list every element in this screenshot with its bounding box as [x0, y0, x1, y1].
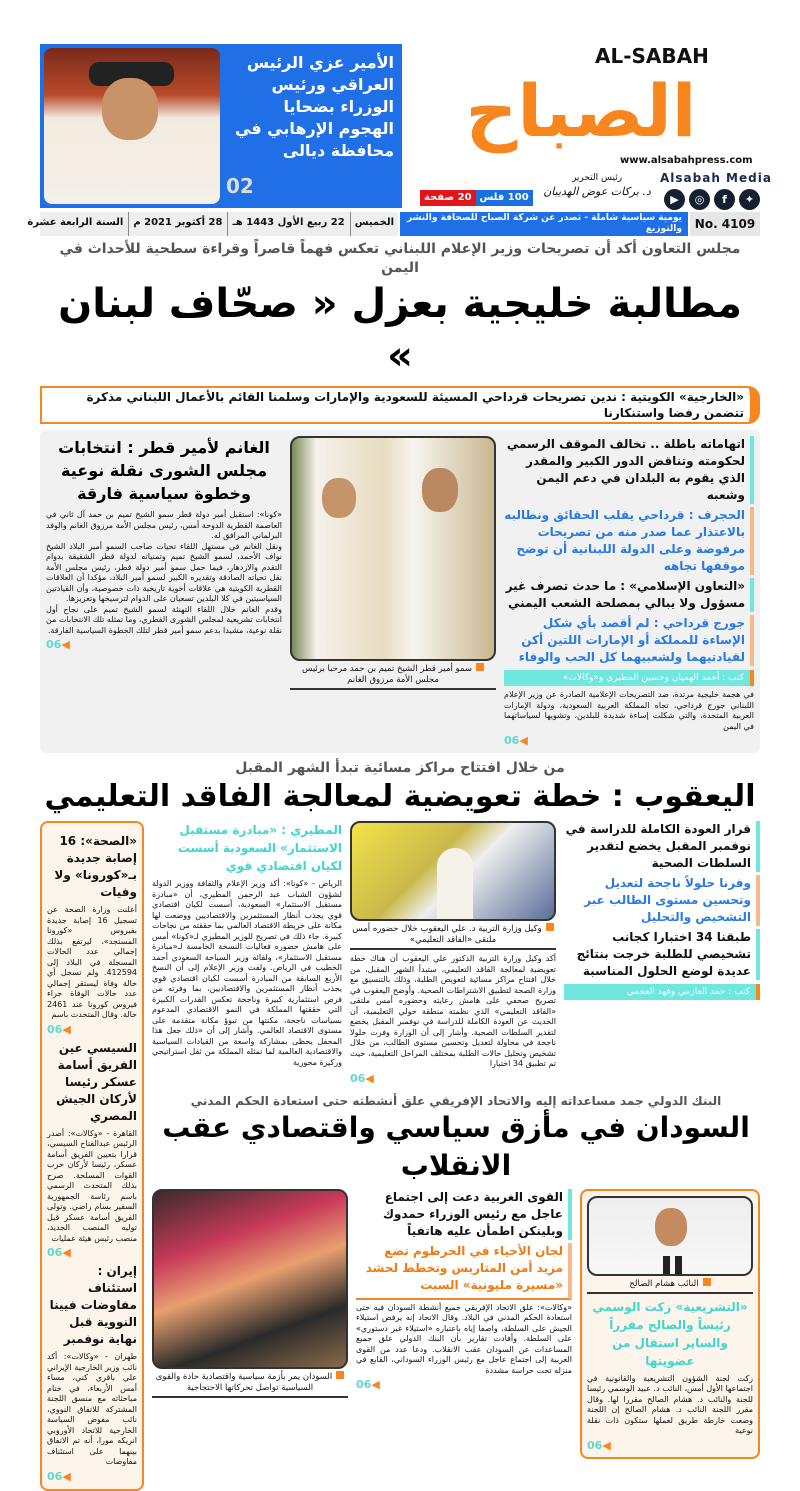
- teaser-page-number: 02: [226, 174, 254, 198]
- arrow-icon: ◀: [602, 1438, 611, 1452]
- education-column: [564, 821, 760, 1004]
- masthead: [0, 0, 800, 240]
- page-number: 06: [587, 1438, 603, 1452]
- editor-signature: د. بركات عوض الهديبان: [543, 185, 651, 198]
- caption-text: وكيل وزارة التربية د. علي اليعقوب خلال حضوره أمس ملتقى «الفاقد التعليمي»: [352, 924, 542, 945]
- photo-caption: [152, 1369, 348, 1398]
- lead-bullet: جورج قرداحي : لم أقصد بأي شكل الإساءة للمملكة أو الإمارات اللتين أكن لقيادتيهما ولشعبيهما كل الحب والوفاء: [504, 615, 754, 666]
- page-ref[interactable]: [350, 1072, 556, 1085]
- page-number: 06: [47, 1246, 63, 1259]
- sudan-body: «وكالات»: علق الاتحاد الإفريقي جميع أنشطة السودان فيه حتى استعادة الحكم المدني في البلاد. وقال الاتحاد إنه يرفض استيلاء الجيش على السلطة، واصفا إياه باعتباره «استيلاء غير دستوري» على السلطة. وأفادت تقارير بأن البنك الدولي علق جميع المساعدات عن السودان عقب الانقلاب. ودعا عدد من القوى الغربية إلى اجتماع عاجل مع رئيس الوزراء السوداني، القابع في منزله تحت حراسة مشددة: [356, 1302, 572, 1375]
- price-badge: [420, 190, 533, 206]
- page-count: 20 صفحة: [420, 190, 476, 206]
- page-ref[interactable]: [47, 1470, 137, 1483]
- qatar-story: [46, 436, 282, 651]
- sudan-bullet: لجان الأحياء في الخرطوم تضع مزيد أمن المتاريس وتخطط لحشد «مسيرة مليونية» السبت: [356, 1243, 572, 1300]
- page-number: 06: [350, 1071, 366, 1085]
- instagram-icon[interactable]: ◎: [689, 189, 710, 210]
- arrow-icon: ◀: [365, 1071, 374, 1085]
- lead-bullet: اتهاماته باطلة .. تخالف الموقف الرسمي لحكومته وتناقض الدور الكبير والمقدر الذي يقوم به البلدان في دعم اليمن وشعبه: [504, 436, 754, 504]
- main-lower: [152, 821, 760, 1459]
- saleh-photo: [587, 1196, 753, 1276]
- caption-text: السودان يمر بأزمة سياسية واقتصادية حادة والقوى السياسية تواصل تحركاتها الاحتجاجية: [155, 1371, 333, 1393]
- education-subhead: من خلال افتتاح مراكز مسائية تبدأ الشهر المقبل: [235, 760, 565, 776]
- editor-in-chief: [536, 172, 658, 200]
- page-ref[interactable]: [46, 638, 282, 651]
- page-content: [40, 240, 760, 1491]
- education-headline[interactable]: اليعقوب : خطة تعويضية لمعالجة الفاقد التعليمي: [44, 779, 756, 814]
- education-body: أكد وكيل وزارة التربية الدكتور علي اليعقوب أن هناك خطة تعويضية لمعالجة الفاقد التعليمي، ستبدأ الشهر المقبل، من خلال افتتاح مراكز مسائية لتعويض الطلبة، وذلك بالتنسيق مع وزارة الصحة لتطبيق الاشتراطات الصحية. وأوضح اليعقوب في تصريح صحفي على هامش رعايته وحضوره أمس ملتقى «الفاقد التعليمي» الذي نظمته منطقة حولي التعليمية، أن الحديث عن العودة الكاملة للدراسة في نوفمبر المقبل يخضع لتقدير السلطات الصحية. وأشار إلى أن الوزارة وفرت حلولا ناجحة في محاولة لتعديل وتحسين مستوى الطالب، من خلال تشخيص وتحليل حالات الطلبة بمختلف المراحل التعليمية، حيث تم تطبيق 34 اختبارا: [350, 954, 556, 1068]
- lead-subhead: مجلس التعاون أكد أن تصريحات وزير الإعلام اللبناني تعكس فهماً قاصراً وقراءة سطحية للأحداث في اليمن: [59, 241, 741, 276]
- page-ref[interactable]: [504, 734, 754, 747]
- qatar-body: «كونا»: استقبل أمير دولة قطر سمو الشيخ تميم بن حمد آل ثاني في العاصمة القطرية الدوحة أمس، رئيس مجلس الأمة مرزوق الغانم والوفد البرلماني المرافق له.: [46, 510, 282, 540]
- caption-text: النائب هشام الصالح: [629, 1278, 699, 1289]
- newspaper-logo: الصباح: [465, 69, 697, 153]
- sidebar-headline[interactable]: السيسي عين الفريق أسامة عسكر رئيسا لأركان الجيش المصري: [56, 1040, 137, 1123]
- sidebar-body: أعلنت وزارة الصحة عن تسجيل 16 إصابة جديدة بفيروس «كورونا المستجد»، ليرتفع بذلك إجمالي عدد الحالات المسجلة في البلاد إلى 412594. ولم تسجل أي حالة وفاة ليستقر إجمالي عدد حالات الوفاة جراء فيروس كورونا عند 2461 حالة. وقال المتحدث باسم: [47, 905, 137, 1019]
- editor-title: رئيس التحرير: [571, 173, 623, 183]
- education-photo: [350, 821, 556, 921]
- hijri-date: 22 ربيع الأول 1443 هـ: [227, 212, 344, 236]
- lead-highlight-bar[interactable]: «الخارجية» الكويتية : ندين تصريحات قرداحي المسيئة للسعودية والإمارات وسلمنا القائم بالأعمال اللبناني مذكرة تتضمن رفضا واستنكارنا: [40, 386, 760, 424]
- lead-byline: كتب : أحمد الهميان وحسين المطيري و«وكالات»: [504, 670, 754, 686]
- arrow-icon: ◀: [61, 638, 70, 651]
- day: الخميس: [350, 212, 394, 236]
- sudan-protest-photo: [152, 1189, 348, 1369]
- sudan-subhead: البنك الدولي جمد مساعداته إليه والاتحاد الإفريقي علق أنشطته حتى استعادة الحكم المدني: [190, 1093, 722, 1108]
- website-link[interactable]: www.alsabahpress.com: [620, 155, 753, 166]
- arrow-icon: ◀: [62, 1022, 71, 1036]
- education-bullet: طبقنا 34 اختبارا كجانب تشخيصي للطلبة خرجت بنتائج عديدة لوضع الحلول المناسبة: [564, 929, 760, 980]
- sudan-photo-column: [152, 1189, 348, 1402]
- lead-body: في هجمة خليجية مرتدة، ضد التصريحات الإعلامية الصادرة عن وزير الإعلام اللبناني جورج قرداحي، تجاه المملكة العربية السعودية، ودولة الإمارات العربية المتحدة، والتي شكلت إساءة شديدة للبلدين، وتشويها لسياساتهما في اليمن: [504, 690, 754, 731]
- youtube-icon[interactable]: ▶: [664, 189, 685, 210]
- sidebar-body: القاهرة - «وكالات»: أصدر الرئيس عبدالفتاح السيسي، قرارا بتعيين الفريق أسامة عسكر، رئيسا لأركان حرب القوات المسلحة. صرح بذلك المتحدث الرسمي باسم رئاسة الجمهورية السفير بسام راضي. وتولى الفريق أسامة عسكر قبل توليه المنصب الجديد، منصب رئيس هيئة عمليات: [47, 1128, 137, 1243]
- year: السنة الرابعة عشرة: [27, 217, 124, 228]
- newspaper-name-en: AL-SABAH: [595, 44, 709, 68]
- lower-section: [40, 821, 760, 1491]
- qatar-photo-column: [290, 436, 496, 694]
- parliament-headline[interactable]: «التشريعية» زكت الوسمي رئيساً والصالح مقرراً والساير استقال من عضويتها: [592, 1299, 748, 1368]
- page-number: 06: [47, 1022, 63, 1036]
- parliament-body: زكت لجنة الشؤون التشريعية والقانونية في اجتماعها الأول أمس، النائب د. عبيد الوسمي رئيسا للجنة والنائب د. هشام الصالح مقررا لها. وقال مقرر اللجنة النائب د. هشام الصالح إن اللجنة وضعت خارطة طريق لعملها ستكون ذات نقلة نوعية: [587, 1373, 753, 1435]
- parliament-box: [580, 1189, 760, 1459]
- facebook-icon[interactable]: f: [714, 189, 735, 210]
- lead-headline[interactable]: مطالبة خليجية بعزل « صحّاف لبنان »: [58, 281, 742, 379]
- emir-photo: [44, 48, 220, 204]
- education-byline: كتب : حمد العازمي وفهد العجمي: [564, 984, 760, 1000]
- media-label: Alsabah Media: [660, 171, 772, 185]
- qatar-body: وقدم الغانم خلال اللقاء التهنئة لسمو الشيخ تميم على نجاح أول انتخابات تشريعية لمجلس الشورى القطري، وما تمثله تلك الانتخابات من نقلة نوعية، مشيدا بدعم سمو أمير قطر لتلك الخطوة السياسية الفارقة.: [46, 604, 282, 635]
- sidebar-headline[interactable]: «الصحة»: 16 إصابة جديدة بـ«كورونا» ولا وفيات: [54, 834, 137, 899]
- sudan-bullet: القوى الغربية دعت إلى اجتماع عاجل مع رئيس الوزراء حمدوك وبلينكن اطمأن عليه هاتفياً: [356, 1189, 572, 1240]
- price: 100 فلس: [476, 190, 533, 206]
- twitter-icon[interactable]: ✦: [739, 189, 760, 210]
- caption-text: سمو أمير قطر الشيخ تميم بن حمد مرحبا برئيس مجلس الأمة مرزوق الغانم: [302, 664, 472, 685]
- page-ref[interactable]: [47, 1246, 137, 1259]
- sudan-section: [152, 1189, 760, 1459]
- arrow-icon: ◀: [519, 734, 528, 747]
- qatar-headline[interactable]: الغانم لأمير قطر : انتخابات مجلس الشورى نقلة نوعية وخطوة سياسية فارقة: [58, 438, 270, 503]
- page-number: 06: [504, 734, 520, 747]
- saudi-body: الرياض - «كونا»: أكد وزير الإعلام والثقافة ووزير الدولة لشؤون الشباب عبد الرحمن المطيري، أن «مبادرة مستقبل الاستثمار» السعودية، أسست لكيان اقتصادي قوي يجذب أنظار المستثمرين والاقتصاديين ووضعت لها مكانة على خريطة الاقتصاد العالمي بما حققته من نجاحات كبيرة. جاء ذلك في تصريح للوزير المطيري لـ«كونا» أمس على هامش حضوره فعاليات النسخة الخامسة لـ«مبادرة مستقبل الاستثمار»، ولقائه وزير السياحة السعودي أحمد الخطيب في الرياض. ولفت وزير الإعلام إلى أن النسخ الأربع السابقة من المبادرة أسست لكيان اقتصادي قوي يجذب أنظار المستثمرين والاقتصاديين، بما وفرته من فرص استثمارية كبيرة وناجحة تعكس القدرات الكبيرة التي حققتها المملكة في النمو الاقتصادي المدعوم بسياسات ناجحة، مكنتها من تبوؤ مكانة متقدمة على مستوى الاقتصاد العالمي. وأشار إلى أن «ذلك جعل هذا المحفل يحظى بمشاركة واسعة من القيادات السياسية والاقتصادية العالمية لما تمثله المملكة من ثقل استراتيجي وركيزة محورية: [152, 879, 342, 1067]
- qatar-meeting-photo: [290, 436, 496, 661]
- tagline: يومية سياسية شاملة - تصدر عن شركة الصباح للصحافة والنشر والتوزيع: [400, 212, 688, 236]
- sudan-headline[interactable]: السودان في مأزق سياسي واقتصادي عقب الانقلاب: [162, 1110, 750, 1182]
- photo-caption: [350, 921, 556, 950]
- page-number: 06: [47, 1469, 63, 1483]
- lead-bullet: الحجرف : قرداحي يقلب الحقائق ونطالبه بالاعتذار عما صدر منه من تصريحات مرفوضة وعلى الدولة اللبنانية أن توضح موقفها تجاهه: [504, 507, 754, 575]
- date-bar: [27, 212, 398, 236]
- gregorian-date: 28 أكتوبر 2021 م: [128, 212, 222, 236]
- education-bullet: وفرنا حلولاً ناجحة لتعديل وتحسين مستوى الطالب عبر التشخيص والتحليل: [564, 875, 760, 926]
- social-links: [664, 189, 760, 210]
- page-ref[interactable]: [47, 1023, 137, 1036]
- education-section: [152, 821, 760, 1085]
- news-sidebar: [40, 821, 144, 1491]
- page-ref[interactable]: [587, 1439, 753, 1452]
- lead-section: [40, 430, 760, 753]
- page-ref[interactable]: [356, 1378, 572, 1391]
- saudi-story: [152, 821, 342, 1068]
- lead-bullet: «التعاون الإسلامي» : ما حدث تصرف غير مسؤول ولا يبالي بمصلحة الشعب اليمني: [504, 578, 754, 612]
- arrow-icon: ◀: [371, 1378, 380, 1391]
- education-photo-column: [350, 821, 556, 1085]
- education-bullet: قرار العودة الكاملة للدراسة في نوفمبر المقبل يخضع لتقدير السلطات الصحية: [564, 821, 760, 872]
- page-number: 06: [356, 1378, 372, 1391]
- photo-caption: [290, 661, 496, 690]
- arrow-icon: ◀: [62, 1469, 71, 1483]
- sidebar-headline[interactable]: إيران : استئناف مفاوضات فيينا النووية قبل نهاية نوفمبر: [49, 1264, 137, 1346]
- sidebar-body: طهران - «وكالات»: أكد نائب وزير الخارجية الإيراني علي باقري كني، مساء أمس الأربعاء، في ختام مباحثاته مع منسق اللجنة المشتركة للاتفاق النووي، نائب مفوض السياسة الخارجية للاتحاد الأوروبي انريكه مورا، أنه تم الاتفاق بينهما على استئناف مفاوضات: [47, 1352, 137, 1466]
- saudi-headline[interactable]: المطيري : «مبادرة مستقبل الاستثمار» السعودية أسست لكيان اقتصادي قوي: [177, 823, 342, 873]
- lead-column: [504, 436, 754, 747]
- top-teaser-box[interactable]: [40, 44, 402, 208]
- arrow-icon: ◀: [62, 1246, 71, 1259]
- issue-number: No. 4109: [690, 212, 760, 236]
- sudan-column: [356, 1189, 572, 1392]
- qatar-body: ونقل الغانم في مستهل اللقاء تحيات صاحب السمو أمير البلاد الشيخ نواف الأحمد، لسمو الشيخ تميم وتمنياته لدولة قطر الشقيقة بدوام التقدم والازدهار، فيما حمل سمو أمير دولة قطر، رئيس مجلس الأمة نقل تحياته الصادقة وتقديره الكبير لسمو أمير البلاد، مؤكدا أن العلاقات القطرية الكويتية هي علاقات أخوية تاريخية ذات خصوصية، وأن القيادتين السياسيتين في كلا البلدين تسعيان على الدوام لترسيخها وتعزيزها.: [46, 541, 282, 603]
- teaser-headline[interactable]: الأمير عزي الرئيس العراقي ورئيس الوزراء بضحايا الهجوم الإرهابي في محافظة ديالى: [234, 53, 394, 160]
- photo-caption: [587, 1276, 753, 1294]
- page-number: 06: [46, 638, 62, 651]
